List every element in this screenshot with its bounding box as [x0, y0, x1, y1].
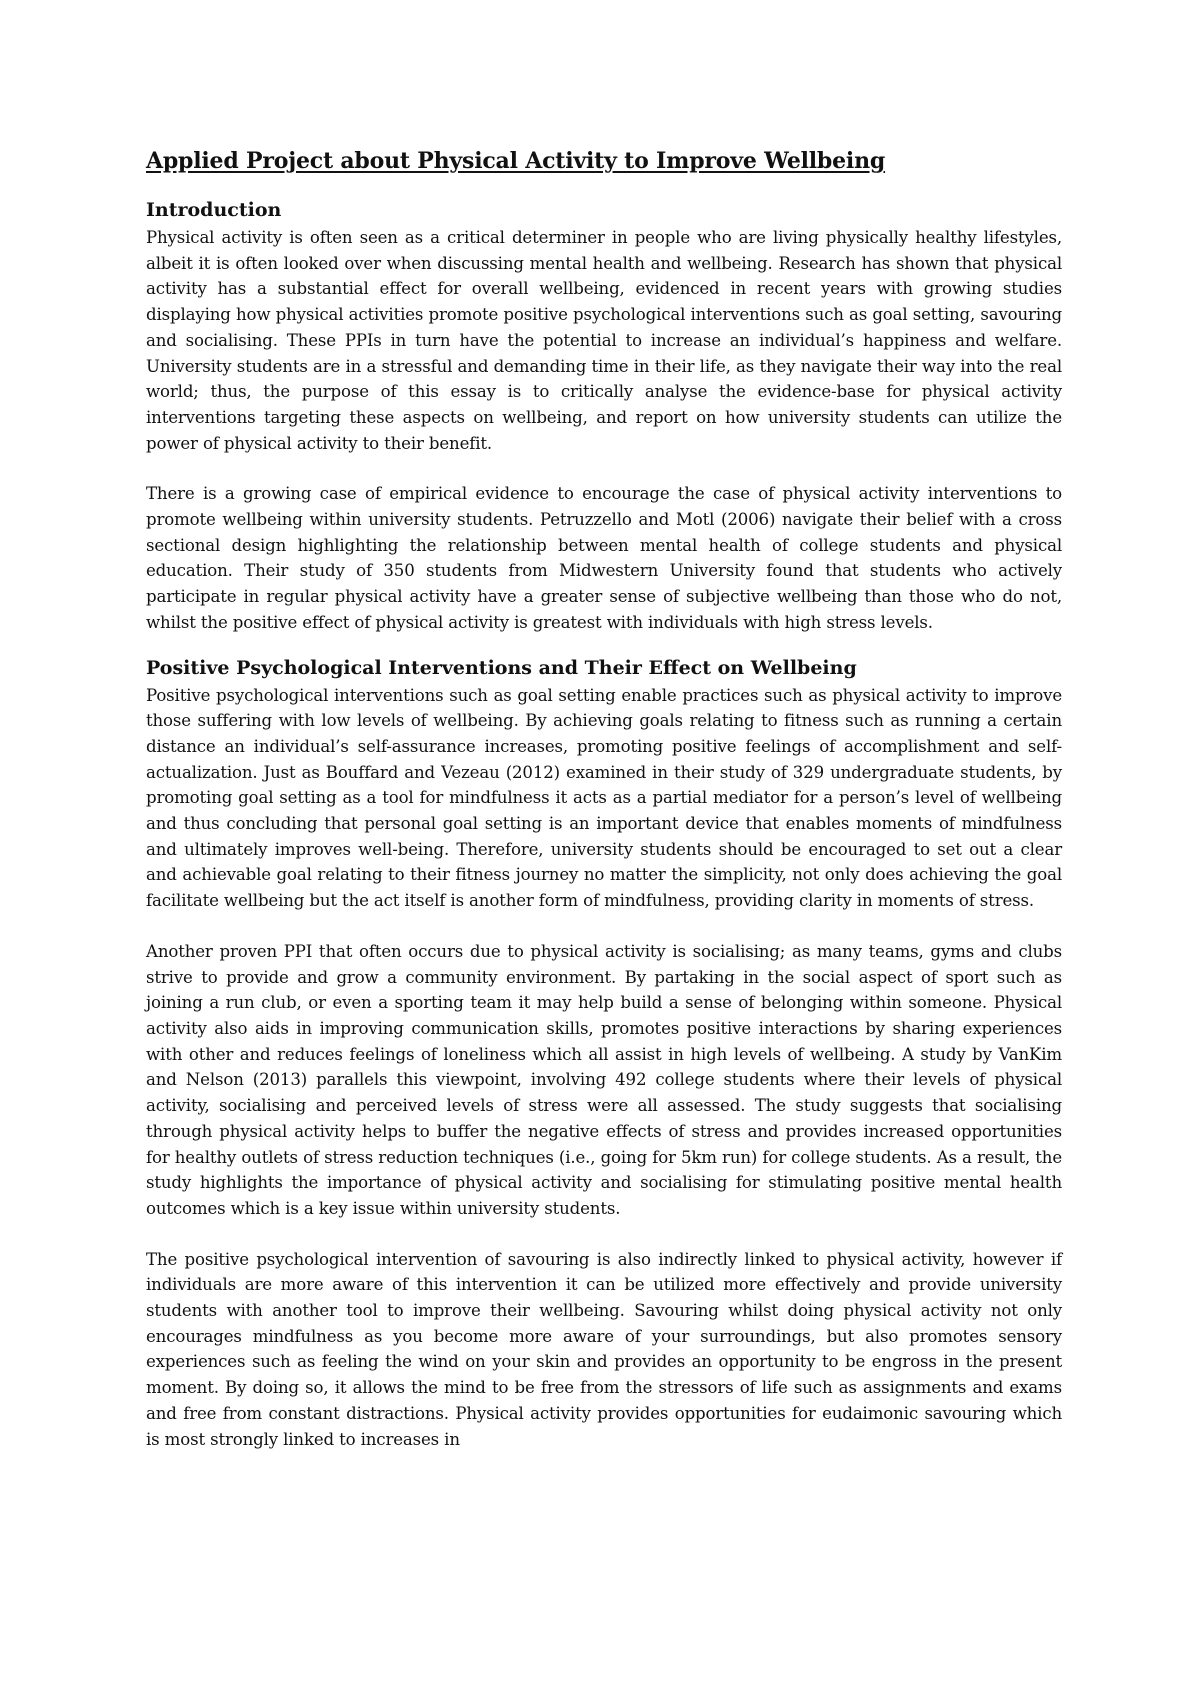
paragraph: There is a growing case of empirical evidence to encourage the case of physical activity interventions to promote wellbeing within university students. Petruzzello and Motl (2006) navigate their belief with a cross sectional design highlighting the relationship between mental health of college students and physical education. Their study of 350 students from Midwestern University found that students who actively participate in regular physical activity have a greater sense of subjective wellbeing than those who do not, whilst the positive effect of physical activity is greatest with individuals with high stress levels. — [146, 484, 1062, 632]
section-heading-ppi: Positive Psychological Interventions and Their Effect on Wellbeing — [146, 656, 857, 679]
document-body — [146, 148, 1062, 1477]
paragraph: The positive psychological intervention of savouring is also indirectly linked to physical activity, however if individuals are more aware of this intervention it can be utilized more effectively and provide university students with another tool to improve their wellbeing. Savouring whilst doing physical activity not only encourages mindfulness as you become more aware of your surroundings, but also promotes sensory experiences such as feeling the wind on your skin and provides an opportunity to be engross in the present moment. By doing so, it allows the mind to be free from the stressors of life such as assignments and exams and free from constant distractions. Physical activity provides opportunities for eudaimonic savouring which is most strongly linked to increases in — [146, 1249, 1062, 1449]
paragraph: Another proven PPI that often occurs due to physical activity is socialising; as many teams, gyms and clubs strive to provide and grow a community environment. By partaking in the social aspect of sport such as joining a run club, or even a sporting team it may help build a sense of belonging within someone. Physical activity also aids in improving communication skills, promotes positive interactions by sharing experiences with other and reduces feelings of loneliness which all assist in high levels of wellbeing. A study by VanKim and Nelson (2013) parallels this viewpoint, involving 492 college students where their levels of physical activity, socialising and perceived levels of stress were all assessed. The study suggests that socialising through physical activity helps to buffer the negative effects of stress and provides increased opportunities for healthy outlets of stress reduction techniques (i.e., going for 5km run) for college students. As a result, the study highlights the importance of physical activity and socialising for stimulating positive mental health outcomes which is a key issue within university students. — [146, 941, 1062, 1218]
paragraph: Physical activity is often seen as a critical determiner in people who are living physically healthy lifestyles, albeit it is often looked over when discussing mental health and wellbeing. Research has shown that physical activity has a substantial effect for overall wellbeing, evidenced in recent years with growing studies displaying how physical activities promote positive psychological interventions such as goal setting, savouring and socialising. These PPIs in turn have the potential to increase an individual’s happiness and welfare. University students are in a stressful and demanding time in their life, as they navigate their way into the real world; thus, the purpose of this essay is to critically analyse the evidence-base for physical activity interventions targeting these aspects on wellbeing, and report on how university students can utilize the power of physical activity to their benefit. — [146, 228, 1062, 453]
document-title: Applied Project about Physical Activity to Improve Wellbeing — [146, 148, 886, 174]
paragraph: Positive psychological interventions such as goal setting enable practices such as physical activity to improve those suffering with low levels of wellbeing. By achieving goals relating to fitness such as running a certain distance an individual’s self-assurance increases, promoting positive feelings of accomplishment and self-actualization. Just as Bouffard and Vezeau (2012) examined in their study of 329 undergraduate students, by promoting goal setting as a tool for mindfulness it acts as a partial mediator for a person’s level of wellbeing and thus concluding that personal goal setting is an important device that enables moments of mindfulness and ultimately improves well-being. Therefore, university students should be encouraged to set out a clear and achievable goal relating to their fitness journey no matter the simplicity, not only does achieving the goal facilitate wellbeing but the act itself is another form of mindfulness, providing clarity in moments of stress. — [146, 685, 1062, 911]
section-heading-introduction: Introduction — [146, 199, 282, 221]
